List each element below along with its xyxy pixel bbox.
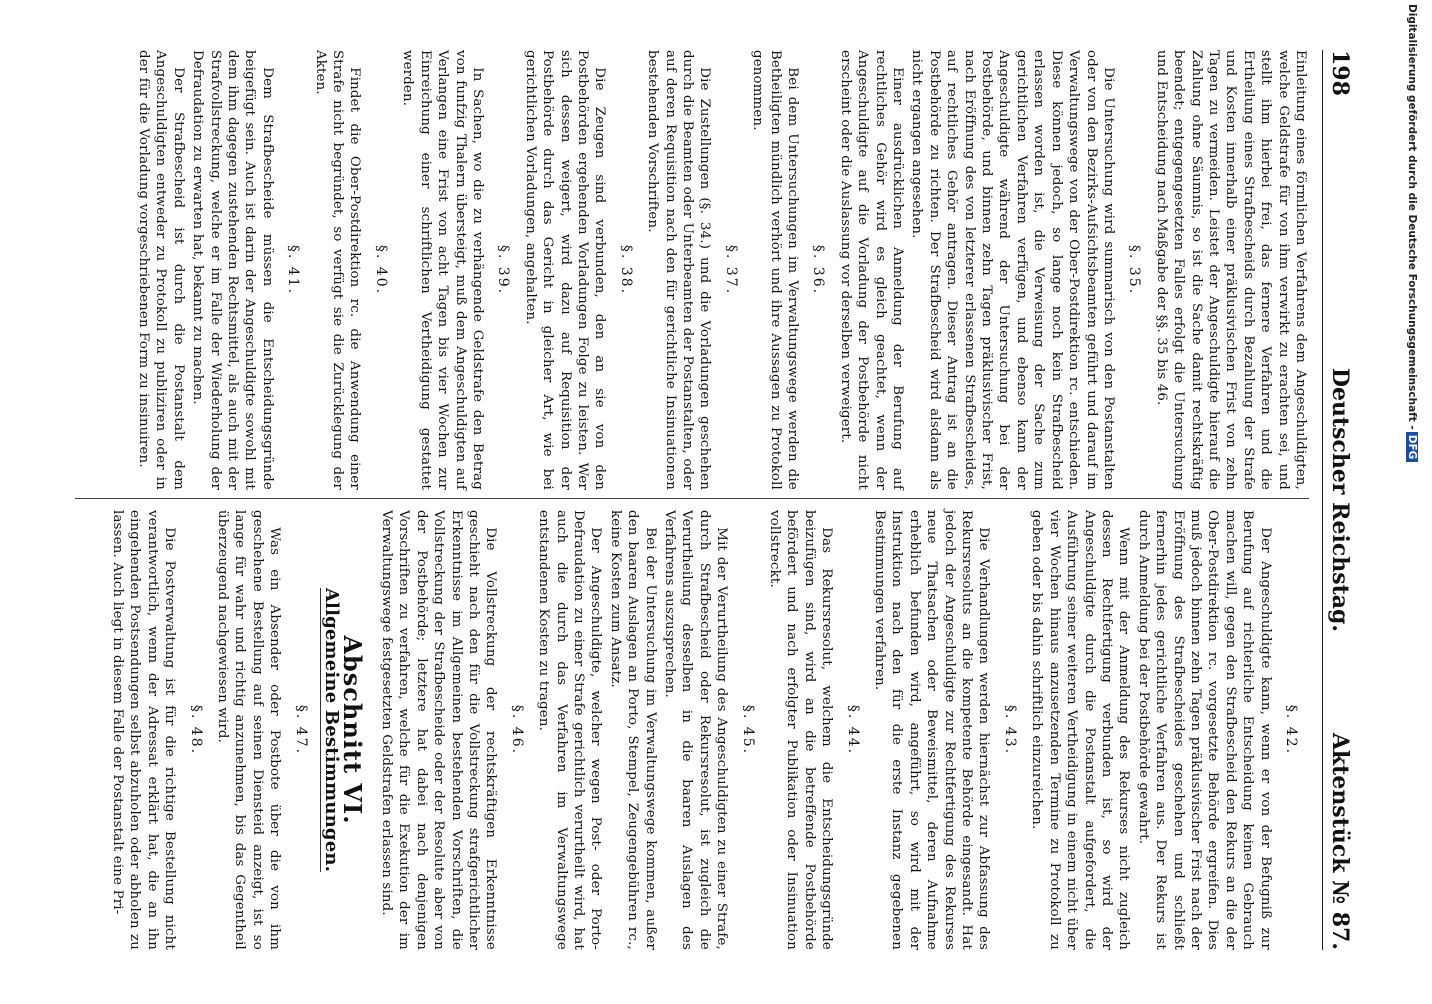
section-47-text: Was ein Absender oder Postbote über die von ihm geschehene Bestellung auf seinen Diensteid anzeigt, ist so lange für wahr und richtig anzunehmen, bis das Gegentheil überzeugend nachgewiesen wird. bbox=[215, 510, 283, 950]
intro-paragraph: Einleitung eines förmlichen Verfahrens dem Angeschuldigten, welche Geldstrafe für von ihm verwirkt zu erachten sei, und stellt ihm hierbei frei, das fernere Verfahren und die Ertheilung eines Strafbescheids durch Bezahlung der Strafe und Kosten innerhalb einer präklusivischen Frist von zehn Tagen zu vermeiden. Leistet der Angeschuldigte hierauf die Zahlung ohne Säumnis, so ist die Sache damit rechtskräftig beendet; entgegengesetzten Falles erfolgt die Untersuchung und Entscheidung nach Maßgabe der §§. 35 bis 46. bbox=[1153, 50, 1308, 490]
abschnitt-heading: Abschnitt VI. bbox=[338, 635, 368, 825]
section-heading-41: §. 41. bbox=[285, 244, 302, 296]
section-45-text-3: Der Angeschuldigte, welcher wegen Post- oder Porto-Defraudation zu einer Strafe gerichtlich verurtheilt wird, hat auch die durch das Verfahren im Verwaltungswege entstandenen Kosten zu tragen. bbox=[536, 510, 604, 950]
page-number: 198 bbox=[1327, 50, 1353, 96]
document-number: Aktenstück № 87. bbox=[1327, 732, 1353, 950]
section-heading-42: §. 42. bbox=[1283, 704, 1299, 756]
page-header bbox=[1322, 50, 1353, 950]
section-43-text: Die Verhandlungen werden hiernächst zur Abfassung des Rekursresoluts an die kompetente Behörde eingesandt. Hat jedoch der Angeschuldigte zur Rechtfertigung des Rekurses neue Thatsachen oder Beweismittel, deren Aufnahme erheblich befunden wird, angeführt, so wird mit der Instruktion nach den für die erste Instanz gegebenen Bestimmungen verfahren. bbox=[872, 510, 992, 950]
section-heading-43: §. 43. bbox=[1001, 704, 1018, 756]
abschnitt-title bbox=[321, 510, 343, 950]
section-41-text-2: Der Strafbescheid ist durch die Postanstalt dem Angeschuldigten entweder zu Protokoll zu publiziren oder in der für die Vorladung vorgeschriebenen Form zu insinuiren. bbox=[136, 50, 186, 490]
left-column bbox=[71, 50, 1309, 490]
section-heading-39: §. 39. bbox=[495, 244, 512, 296]
header-title: Deutscher Reichstag. bbox=[1327, 367, 1353, 633]
section-heading-35: §. 35. bbox=[1126, 244, 1143, 296]
section-heading-48: §. 48. bbox=[187, 704, 204, 756]
digitization-credit bbox=[1404, 4, 1418, 1004]
section-heading-44: §. 44. bbox=[844, 704, 861, 756]
dfg-logo: DFG bbox=[1406, 432, 1418, 463]
section-heading-37: §. 37. bbox=[722, 244, 739, 296]
abschnitt-title-text: Allgemeine Bestimmungen. bbox=[321, 587, 343, 873]
section-37-text: Die Zustellungen (§. 34.) und die Vorladungen geschehen durch die Beamten oder Unterbeamten der Postanstalten, oder auf deren Requisition nach den für gerichtliche Insinuationen bestehenden Vorschriften. bbox=[645, 50, 713, 490]
section-40-text: Findet die Ober-Postdirektion rc. die Anwendung einer Strafe nicht begründet, so verfügt sie die Zurücklegung der Akten. bbox=[312, 50, 363, 490]
section-41-text: Dem Strafbescheide müssen die Entscheidungsgründe beigefügt sein. Auch ist darin der Angeschuldigte sowohl mit dem ihm dagegen zustehenden Rechtsmittel, als auch mit der Strafvollstreckung, welche er im Falle der Wiederholung der Defraudation zu erwarten hat, bekannt zu machen. bbox=[190, 50, 275, 490]
section-42-text-2: Wenn mit der Anmeldung des Rekurses nicht zugleich dessen Rechtfertigung verbunden ist, so wird der Angeschuldigte durch die Postanstalt aufgefordert, die Ausführung seiner weiteren Vertheidigung in einem nicht über vier Wochen hinaus anzusetzenden Termine zu Protokoll zu geben oder bis dahin schriftlich einzureichen. bbox=[1029, 510, 1132, 950]
column-divider bbox=[75, 498, 1309, 499]
section-44-text: Das Rekursresolut, welchem die Entscheidungsgründe beizufügen sind, wird an die betreffende Postbehörde befördert und nach erfolgter Publikation oder Insinuation vollstreckt. bbox=[767, 510, 835, 950]
section-heading-45: §. 45. bbox=[739, 704, 756, 756]
section-heading-38: §. 38. bbox=[617, 244, 634, 296]
section-45-text: Mit der Verurtheilung des Angeschuldigten zu einer Strafe, durch Strafbescheid oder Rekursresolut, ist zugleich die Verurtheilung desselben in die baaren Auslagen des Verfahrens auszusprechen. bbox=[662, 510, 730, 950]
section-39-text: In Sachen, wo die zu verhängende Geldstrafe den Betrag von funfzig Thalern übersteigt, muß dem Angeschuldigten auf Verlangen eine Frist von acht Tagen bis vier Wochen zur Einreichung einer schriftlichen Vertheidigung gestattet werden. bbox=[400, 50, 485, 490]
section-heading-46: §. 46. bbox=[508, 704, 525, 756]
section-heading-36: §. 36. bbox=[810, 244, 827, 296]
section-heading-40: §. 40. bbox=[372, 244, 389, 296]
section-48-text: Die Postverwaltung ist für die richtige Bestellung nicht verantwortlich, wenn der Adressat erklärt hat, die an ihn eingehenden Postsendungen selbst abzuholen oder abholen zu lassen. Auch liegt in diesem Falle der Postanstalt eine Pri- bbox=[110, 510, 178, 950]
section-45-text-2: Bei der Untersuchung im Verwaltungswege kommen, außer den baaren Auslagen an Porto, Stempel, Zeugengebühren rc., keine Kosten zum Ansatz. bbox=[607, 510, 658, 950]
section-heading-47: §. 47. bbox=[292, 704, 309, 756]
section-42-text: Der Angeschuldigte kann, wenn er von der Befugniß zur Berufung auf richterliche Entscheidung keinen Gebrauch machen will, gegen den Strafbescheid den Rekurs an die der Ober-Postdirektion rc. vorgesetzte Behörde ergreifen. Dies muß jedoch binnen zehn Tagen präklusivischer Frist nach der Eröffnung des Strafbescheides geschehen und schließt fernerhin jedes gerichtliche Verfahren aus. Der Rekurs ist durch Anmeldung bei der Postbehörde gewahrt. bbox=[1135, 510, 1273, 950]
scanned-page bbox=[51, 20, 1381, 980]
section-38-text: Die Zeugen sind verbunden, den an sie von den Postbehörden ergehenden Vorladungen Folge zu leisten. Wer sich dessen weigert, wird dazu auf Requisition der Postbehörde durch das Gericht in gleicher Art, wie bei gerichtlichen Vorladungen, angehalten. bbox=[522, 50, 608, 490]
credit-text: Digitalisierung gefördert durch die Deutsche Forschungsgemeinschaft - bbox=[1406, 4, 1418, 430]
section-35-text: Die Untersuchung wird summarisch von den Postanstalten oder von den Bezirks-Aufsichtsbeamten geführt und darauf im Verwaltungswege von der Ober-Postdirektion rc. entschieden. Diese können jedoch, so lange noch kein Strafbescheid erlassen worden ist, die Verweisung der Sache zum gerichtlichen Verfahren verfügen, und ebenso kann der Angeschuldigte während der Untersuchung bei der Postbehörde, und binnen zehn Tagen präklusivischer Frist, nach Eröffnung des von letzterer erlassenen Strafbescheides, auf rechtliches Gehör antragen. Dieser Antrag ist an die Postbehörde zu richten. Der Strafbescheid wird alsdann als nicht ergangen angesehen. bbox=[909, 50, 1116, 490]
section-46-text: Die Vollstreckung der rechtskräftigen Erkenntnisse geschieht nach den für die Vollstreckung strafgerichtlicher Erkenntnisse im Allgemeinen bestehenden Vorschriften, die Vollstreckung der Strafbescheide oder der Resolute aber von der Postbehörde; letztere hat dabei nach denjenigen Vorschriften zu verfahren, welche für die Exekution der im Verwaltungswege festgesetzten Geldstrafen erlassen sind. bbox=[378, 510, 499, 950]
section-35-text-2: Einer ausdrücklichen Anmeldung der Berufung auf rechtliches Gehör wird es gleich geachtet, wenn der Angeschuldigte auf die Vorladung der Postbehörde nicht erscheint oder die Auslassung vor derselben verweigert. bbox=[837, 50, 906, 490]
section-36-text: Bei dem Untersuchungen im Verwaltungswege werden die Betheiligten mündlich verhört und ihre Aussagen zu Protokoll genommen. bbox=[750, 50, 801, 490]
right-column bbox=[71, 510, 1309, 950]
